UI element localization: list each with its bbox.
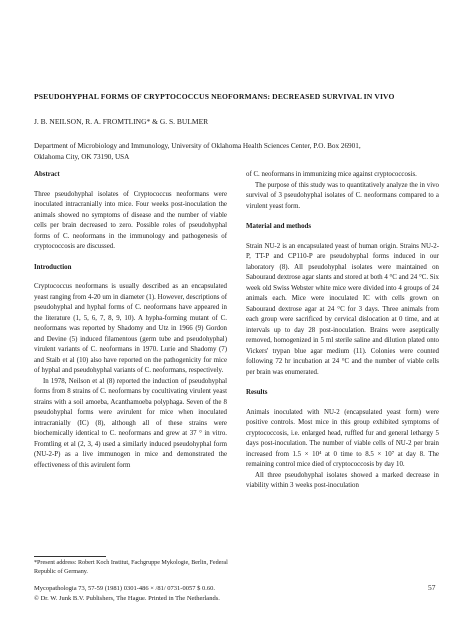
results-heading: Results xyxy=(246,389,268,396)
left-column xyxy=(34,170,227,471)
footnote-rule xyxy=(34,556,106,557)
introduction-paragraph-4: The purpose of this study was to quantitatively analyze the in vivo survival of 3 pseudohyphal isolates of C. neoformans compared to a virulent yeast form. xyxy=(246,181,439,210)
methods-heading: Material and methods xyxy=(246,223,312,230)
author-line: J. B. NEILSON, R. A. FROMTLING* & G. S. BULMER xyxy=(34,117,209,126)
journal-line-1: Mycopathologia 73, 57-59 (1981) 0301-486 × /81/ 0731-0057 $ 0.60. xyxy=(34,585,215,592)
journal-citation xyxy=(34,584,464,603)
abstract-text: Three pseudohyphal isolates of Cryptococcus neoformans were inoculated intracranially into mice. Four weeks post-inoculation the animals showed no symptoms of disease and the number of viable cells per brain decreased to zero. Possible roles of pseudohyphal forms of C. neoformans in the immunology and pathogenesis of cryptococcosis are discussed. xyxy=(34,190,227,250)
introduction-paragraph-2: In 1978, Neilson et al (8) reported the induction of pseudohyphal forms from 8 strains of C. neoformans by cocultivating virulent yeast strains with a soil amoeba, Acanthamoeba polyphaga. Seven of the 8 pseudohyphal forms were avirulent for mice when inoculated intracranially (IC) (8), although all of these strains were biochemically identical to C. neoformans and grew at 37 ° in vitro. Fromtling et al (2, 3, 4) used a similarly induced pseudohyphal form (NU-2-P) as a live immunogen in mice and demonstrated the effectiveness of this avirulent form xyxy=(34,377,227,469)
abstract-heading: Abstract xyxy=(34,171,60,178)
paper-title: PSEUDOHYPHAL FORMS OF CRYPTOCOCCUS NEOFORMANS: DECREASED SURVIVAL IN VIVO xyxy=(34,92,395,101)
methods-text: Strain NU-2 is an encapsulated yeast of human origin. Strains NU-2-P, TT-P and CP110-P are pseudohyphal forms induced in our laboratory (8). All pseudohyphal isolates were maintained on Sabouraud dextrose agar slants and stored at both 4 °C and 24 °C. Six week old Swiss Webster white mice were divided into 4 groups of 24 animals each. Mice were inoculated IC with cells grown on Sabouraud dextrose agar at 24 °C for 3 days. Three animals from each group were sacrificed by cervical dislocation at 0 time, and at intervals up to day 28 post-inoculation. Brains were aseptically removed, homogenized in 5 ml sterile saline and dilution plated onto Vickers' trypan blue agar medium (11). Colonies were counted following 72 hr incubation at 24 °C and the number of viable cells per brain was enumerated. xyxy=(246,242,439,376)
right-column xyxy=(246,170,439,492)
page-number: 57 xyxy=(428,583,436,592)
affiliation-line-1: Department of Microbiology and Immunology, University of Oklahoma Health Sciences Center, P.O. Box 26901, xyxy=(34,142,361,150)
results-paragraph-1: Animals inoculated with NU-2 (encapsulated yeast form) were positive controls. Most mice in this group exhibited symptoms of cryptococcosis, i.e. enlarged head, ruffled fur and general lethargy 5 days post-inoculation. The number of viable cells of NU-2 per brain increased from 1.5 × 10⁴ at 0 time to 8.5 × 10⁷ at day 8. The remaining control mice died of cryptococcosis by day 10. xyxy=(246,408,439,468)
affiliation-line-2: Oklahoma City, OK 73190, USA xyxy=(34,152,130,161)
introduction-paragraph-3: of C. neoformans in immunizing mice against cryptococcosis. xyxy=(246,171,417,178)
journal-line-2: © Dr. W. Junk B.V. Publishers, The Hague. Printed in The Netherlands. xyxy=(34,594,220,602)
affiliation xyxy=(34,141,454,163)
introduction-heading: Introduction xyxy=(34,263,72,271)
footnote: *Present address: Robert Koch Institut, Fachgruppe Mykologie, Berlin, Federal Republic of Germany. xyxy=(34,560,228,575)
results-paragraph-2: All three pseudohyphal isolates showed a marked decrease in viability within 3 weeks post-inoculation xyxy=(246,471,439,489)
introduction-paragraph-1: Cryptococcus neoformans is usually described as an encapsulated yeast ranging from 4-20 um in diameter (1). However, descriptions of pseudohyphal and hyphal forms of C. neoformans have appeared in the literature (1, 5, 6, 7, 8, 9, 10). A hypha-forming mutant of C. neoformans was reported by Shadomy and Utz in 1966 (9) Gordon and Devine (5) induced filamentous (germ tube and pseudohyphal) virulent variants of C. neoformans in 1970. Lurie and Shadomy (7) and Staib et al (10) also have reported on the pathogenicity for mice of hyphal and pseudohyphal variants of C. neoformans, respectively. xyxy=(34,283,227,374)
